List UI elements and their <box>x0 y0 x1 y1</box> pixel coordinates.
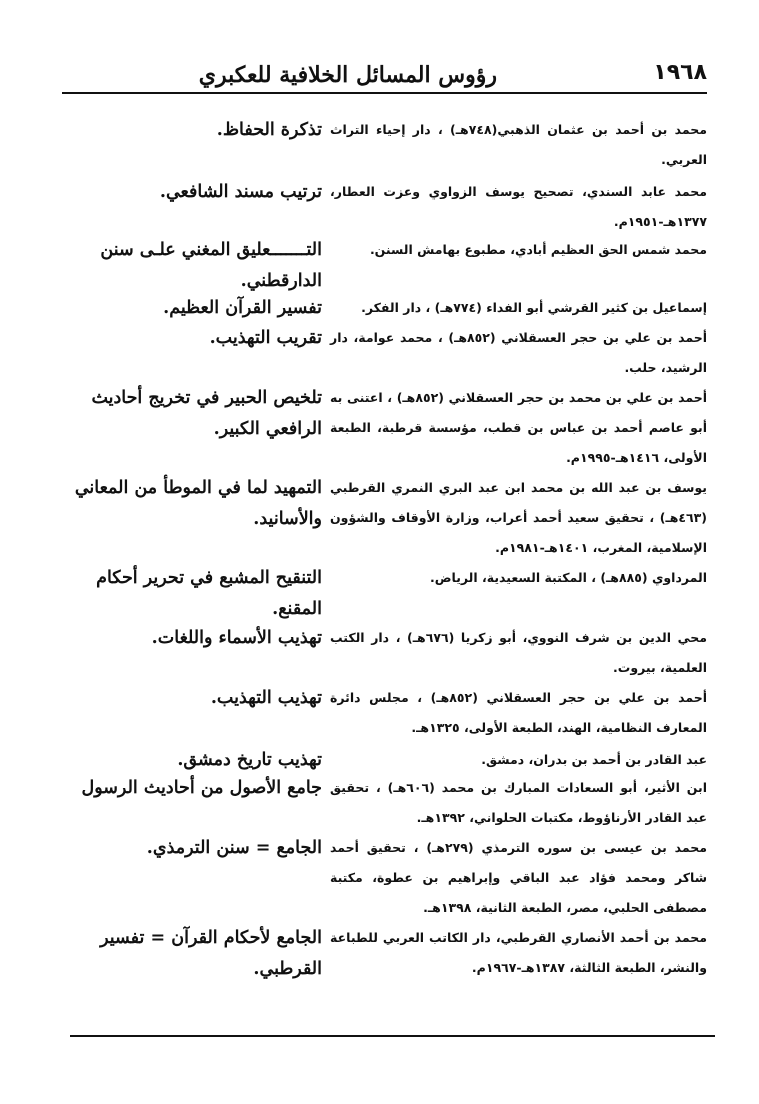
bibliography-entry <box>62 293 707 323</box>
footer-divider <box>70 1035 715 1037</box>
bibliography-entry <box>62 323 707 383</box>
entry-title: الجامع لأحكام القرآن = تفسير القرطبي. <box>100 928 322 979</box>
bibliography-entry <box>62 683 707 745</box>
entry-source: محمد بن عيسى بن سوره الترمذي (٢٧٩هـ) ، تحقيق أحمد شاكر ومحمد فؤاد عبد الباقي وإبراهيم بن عطوة، مكتبة مصطفى الحلبي، مصر، الطبعة الثانية، ١٣٩٨هـ. <box>330 840 707 915</box>
entry-source: أحمد بن علي بن حجر العسقلاني (٨٥٢هـ) ، محمد عوامة، دار الرشيد، حلب. <box>330 330 708 375</box>
entry-title: تهذيب الأسماء واللغات. <box>151 628 322 648</box>
entry-source: محمد شمس الحق العظيم أبادي، مطبوع بهامش السنن. <box>369 242 707 257</box>
bibliography-entry <box>62 745 707 773</box>
entry-title: تهذيب تاريخ دمشق. <box>177 750 322 770</box>
bibliography-entry <box>62 623 707 683</box>
entry-title: التـــــــعليق المغني علـى سنن الدارقطني. <box>100 240 322 291</box>
entry-title: تفسير القرآن العظيم. <box>163 298 322 318</box>
bibliography-entry <box>62 115 707 177</box>
bibliography-entry <box>62 177 707 235</box>
entry-title: تلخيص الحبير في تخريج أحاديث الرافعي الكبير. <box>91 388 322 439</box>
bibliography-entry <box>62 773 707 833</box>
page-header <box>62 58 707 94</box>
bibliography-entry <box>62 563 707 623</box>
entry-source: محمد بن أحمد بن عثمان الذهبي(٧٤٨هـ) ، دار إحياء التراث العربي. <box>330 122 707 167</box>
entry-source: المرداوي (٨٨٥هـ) ، المكتبة السعيدية، الرياض. <box>429 570 707 585</box>
entry-title: ترتيب مسند الشافعي. <box>159 182 322 202</box>
entry-source: محي الدين بن شرف النووي، أبو زكريا (٦٧٦هـ) ، دار الكتب العلمية، بيروت. <box>330 630 708 675</box>
bibliography-entry <box>62 473 707 563</box>
bibliography-entry <box>62 235 707 293</box>
entry-title: تهذيب التهذيب. <box>210 688 322 708</box>
entry-source: أحمد بن علي بن محمد بن حجر العسقلاني (٨٥٢هـ) ، اعتنى به أبو عاصم أحمد بن عباس بن قطب، مؤسسة قرطبة، الطبعة الأولى، ١٤١٦هـ-١٩٩٥م. <box>330 390 707 465</box>
running-title: رؤوس المسائل الخلافية للعكبري <box>198 62 497 88</box>
bibliography-entry <box>62 383 707 473</box>
entry-source: ابن الأثير، أبو السعادات المبارك بن محمد (٦٠٦هـ) ، تحقيق عبد القادر الأرناؤوط، مكتبات الحلواني، ١٣٩٢هـ. <box>330 780 707 825</box>
entry-title: التمهيد لما في الموطأ من المعاني والأسانيد. <box>74 478 322 529</box>
entry-title: تذكرة الحفاظ. <box>216 120 322 140</box>
entry-source: أحمد بن علي بن حجر العسقلاني (٨٥٢هـ) ، مجلس دائرة المعارف النظامية، الهند، الطبعة الأولى، ١٣٢٥هـ. <box>330 690 707 735</box>
entry-source: محمد عابد السندي، تصحيح يوسف الزواوي وعزت العطار، ١٣٧٧هـ-١٩٥١م. <box>330 184 707 229</box>
bibliography-list <box>62 115 707 985</box>
bibliography-entry <box>62 923 707 985</box>
entry-title: جامع الأصول من أحاديث الرسول <box>81 778 322 798</box>
entry-title: التنقيح المشبع في تحرير أحكام المقنع. <box>96 568 322 619</box>
entry-source: يوسف بن عبد الله بن محمد ابن عبد البري النمري القرطبي (٤٦٣هـ) ، تحقيق سعيد أحمد أعراب، وزارة الأوقاف والشؤون الإسلامية، المغرب، ١٤٠١هـ-١٩٨١م. <box>330 480 707 555</box>
entry-source: إسماعيل بن كثير القرشي أبو الفداء (٧٧٤هـ) ، دار الفكر. <box>361 300 707 315</box>
page-number: ١٩٦٨ <box>653 60 707 85</box>
bibliography-entry <box>62 833 707 923</box>
entry-title: الجامع = سنن الترمذي. <box>146 838 322 858</box>
entry-title: تقريب التهذيب. <box>209 328 322 348</box>
entry-source: محمد بن أحمد الأنصاري القرطبي، دار الكاتب العربي للطباعة والنشر، الطبعة الثالثة، ١٣٨٧هـ-١٩٦٧م. <box>330 930 707 975</box>
entry-source: عبد القادر بن أحمد بن بدران، دمشق. <box>481 752 707 767</box>
